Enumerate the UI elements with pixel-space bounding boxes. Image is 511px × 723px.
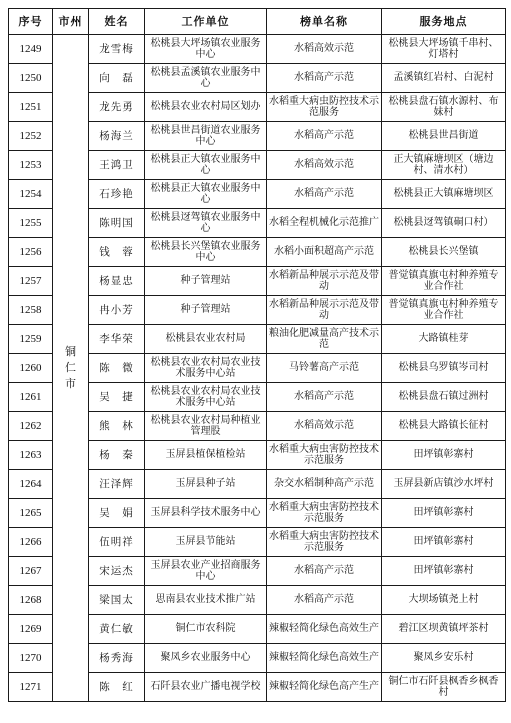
cell-place: 铜仁市石阡县枫香乡枫香村 — [382, 673, 506, 702]
cell-seq: 1255 — [9, 209, 53, 238]
cell-org: 石阡县农业广播电视学校 — [145, 673, 267, 702]
cell-org: 种子管理站 — [145, 296, 267, 325]
cell-org: 松桃县世昌街道农业服务中心 — [145, 122, 267, 151]
cell-name: 李华荣 — [89, 325, 145, 354]
cell-list: 水稻高产示范 — [267, 122, 382, 151]
cell-place: 普觉镇真旗屯村种养殖专业合作社 — [382, 296, 506, 325]
cell-list: 杂交水稻制种高产示范 — [267, 470, 382, 499]
cell-list: 马铃薯高产示范 — [267, 354, 382, 383]
cell-list: 水稻高产示范 — [267, 557, 382, 586]
cell-name: 王鸿卫 — [89, 151, 145, 180]
cell-name: 钱 蓉 — [89, 238, 145, 267]
cell-list: 水稻高产示范 — [267, 64, 382, 93]
cell-org: 松桃县正大镇农业服务中心 — [145, 180, 267, 209]
cell-org: 松桃县长兴堡镇农业服务中心 — [145, 238, 267, 267]
cell-name: 陈明国 — [89, 209, 145, 238]
cell-org: 松桃县农业农村局农业技术服务中心站 — [145, 354, 267, 383]
cell-list: 辣椒轻简化绿色高效生产 — [267, 644, 382, 673]
cell-seq: 1263 — [9, 441, 53, 470]
cell-list: 水稻重大病虫害防控技术示范服务 — [267, 499, 382, 528]
cell-place: 田坪镇彰寨村 — [382, 557, 506, 586]
cell-place: 松桃县乌罗镇岑司村 — [382, 354, 506, 383]
cell-place: 田坪镇彰寨村 — [382, 499, 506, 528]
cell-place: 田坪镇彰寨村 — [382, 441, 506, 470]
table-header — [9, 9, 506, 35]
cell-place: 正大镇麻塘坝区（塘边村、清水村） — [382, 151, 506, 180]
cell-name: 汪泽辉 — [89, 470, 145, 499]
header-city: 市州 — [53, 9, 89, 35]
cell-name: 冉小芳 — [89, 296, 145, 325]
header-place: 服务地点 — [382, 9, 506, 35]
cell-place: 松桃县盘石镇水源村、布妹村 — [382, 93, 506, 122]
cell-place: 大坝场镇尧上村 — [382, 586, 506, 615]
cell-org: 松桃县迓驾镇农业服务中心 — [145, 209, 267, 238]
cell-place: 松桃县盘石镇过洲村 — [382, 383, 506, 412]
cell-name: 陈 微 — [89, 354, 145, 383]
cell-org: 玉屏县节能站 — [145, 528, 267, 557]
cell-place: 田坪镇彰寨村 — [382, 528, 506, 557]
header-row — [9, 9, 506, 35]
cell-seq: 1252 — [9, 122, 53, 151]
cell-list: 水稻新品种展示示范及带动 — [267, 267, 382, 296]
cell-name: 宋运杰 — [89, 557, 145, 586]
header-name: 姓名 — [89, 9, 145, 35]
cell-org: 松桃县农业农村局 — [145, 325, 267, 354]
cell-name: 陈 红 — [89, 673, 145, 702]
cell-place: 松桃县大路镇长征村 — [382, 412, 506, 441]
roster-table — [8, 8, 506, 702]
cell-place: 松桃县迓驾镇硐口村） — [382, 209, 506, 238]
cell-name: 石珍艳 — [89, 180, 145, 209]
cell-org: 玉屏县植保植检站 — [145, 441, 267, 470]
cell-seq: 1260 — [9, 354, 53, 383]
cell-list: 水稻重大病虫害防控技术示范服务 — [267, 441, 382, 470]
cell-seq: 1258 — [9, 296, 53, 325]
cell-name: 龙雪梅 — [89, 35, 145, 64]
cell-place: 松桃县世昌街道 — [382, 122, 506, 151]
cell-list: 水稻重大病虫防控技术示范服务 — [267, 93, 382, 122]
header-seq: 序号 — [9, 9, 53, 35]
cell-seq: 1268 — [9, 586, 53, 615]
city-label: 铜仁市 — [65, 345, 76, 390]
cell-seq: 1266 — [9, 528, 53, 557]
cell-seq: 1270 — [9, 644, 53, 673]
table-row — [9, 35, 506, 64]
cell-place: 普觉镇真旗屯村种养殖专业合作社 — [382, 267, 506, 296]
cell-list: 水稻高产示范 — [267, 383, 382, 412]
cell-seq: 1253 — [9, 151, 53, 180]
cell-org: 松桃县农业农村局区划办 — [145, 93, 267, 122]
cell-seq: 1250 — [9, 64, 53, 93]
cell-seq: 1267 — [9, 557, 53, 586]
cell-list: 水稻小面积超高产示范 — [267, 238, 382, 267]
cell-list: 水稻高效示范 — [267, 412, 382, 441]
cell-list: 水稻新品种展示示范及带动 — [267, 296, 382, 325]
cell-name: 吴 捷 — [89, 383, 145, 412]
cell-name: 吴 娟 — [89, 499, 145, 528]
cell-name: 伍明祥 — [89, 528, 145, 557]
cell-org: 种子管理站 — [145, 267, 267, 296]
cell-list: 水稻高产示范 — [267, 586, 382, 615]
cell-name: 龙先勇 — [89, 93, 145, 122]
cell-place: 碧江区坝黄镇坪茶村 — [382, 615, 506, 644]
cell-seq: 1261 — [9, 383, 53, 412]
header-list: 榜单名称 — [267, 9, 382, 35]
cell-seq: 1257 — [9, 267, 53, 296]
table-body — [9, 35, 506, 702]
cell-list: 水稻全程机械化示范推广 — [267, 209, 382, 238]
cell-org: 松桃县孟溪镇农业服务中心 — [145, 64, 267, 93]
cell-seq: 1262 — [9, 412, 53, 441]
cell-list: 水稻重大病虫害防控技术示范服务 — [267, 528, 382, 557]
cell-place: 松桃县正大镇麻塘坝区 — [382, 180, 506, 209]
cell-org: 玉屏县农业产业招商服务中心 — [145, 557, 267, 586]
cell-name: 杨显忠 — [89, 267, 145, 296]
cell-seq: 1254 — [9, 180, 53, 209]
cell-org: 玉屏县种子站 — [145, 470, 267, 499]
cell-name: 杨秀海 — [89, 644, 145, 673]
cell-place: 玉屏县新店镇沙水坪村 — [382, 470, 506, 499]
cell-list: 辣椒轻简化绿色高效生产 — [267, 615, 382, 644]
cell-org: 松桃县大坪场镇农业服务中心 — [145, 35, 267, 64]
cell-place: 大路镇桂芽 — [382, 325, 506, 354]
cell-list: 粮油化肥减量高产技术示范 — [267, 325, 382, 354]
cell-org: 聚凤乡农业服务中心 — [145, 644, 267, 673]
cell-seq: 1264 — [9, 470, 53, 499]
cell-seq: 1251 — [9, 93, 53, 122]
cell-seq: 1269 — [9, 615, 53, 644]
cell-city — [53, 35, 89, 702]
cell-org: 玉屏县科学技术服务中心 — [145, 499, 267, 528]
cell-place: 聚凤乡安乐村 — [382, 644, 506, 673]
cell-name: 黄仁敏 — [89, 615, 145, 644]
cell-list: 辣椒轻简化绿色高产生产 — [267, 673, 382, 702]
cell-seq: 1265 — [9, 499, 53, 528]
cell-seq: 1249 — [9, 35, 53, 64]
cell-place: 孟溪镇红岩村、白泥村 — [382, 64, 506, 93]
cell-org: 松桃县农业农村局种植业管理股 — [145, 412, 267, 441]
cell-seq: 1259 — [9, 325, 53, 354]
cell-list: 水稻高产示范 — [267, 180, 382, 209]
cell-place: 松桃县长兴堡镇 — [382, 238, 506, 267]
cell-list: 水稻高效示范 — [267, 151, 382, 180]
cell-place: 松桃县大坪场镇千串村、灯塔村 — [382, 35, 506, 64]
cell-seq: 1256 — [9, 238, 53, 267]
cell-name: 向 磊 — [89, 64, 145, 93]
cell-org: 松桃县农业农村局农业技术服务中心站 — [145, 383, 267, 412]
cell-org: 松桃县正大镇农业服务中心 — [145, 151, 267, 180]
cell-name: 杨海兰 — [89, 122, 145, 151]
cell-org: 铜仁市农科院 — [145, 615, 267, 644]
cell-name: 梁国太 — [89, 586, 145, 615]
cell-name: 杨 秦 — [89, 441, 145, 470]
cell-name: 熊 林 — [89, 412, 145, 441]
header-org: 工作单位 — [145, 9, 267, 35]
cell-list: 水稻高效示范 — [267, 35, 382, 64]
cell-seq: 1271 — [9, 673, 53, 702]
cell-org: 思南县农业技术推广站 — [145, 586, 267, 615]
